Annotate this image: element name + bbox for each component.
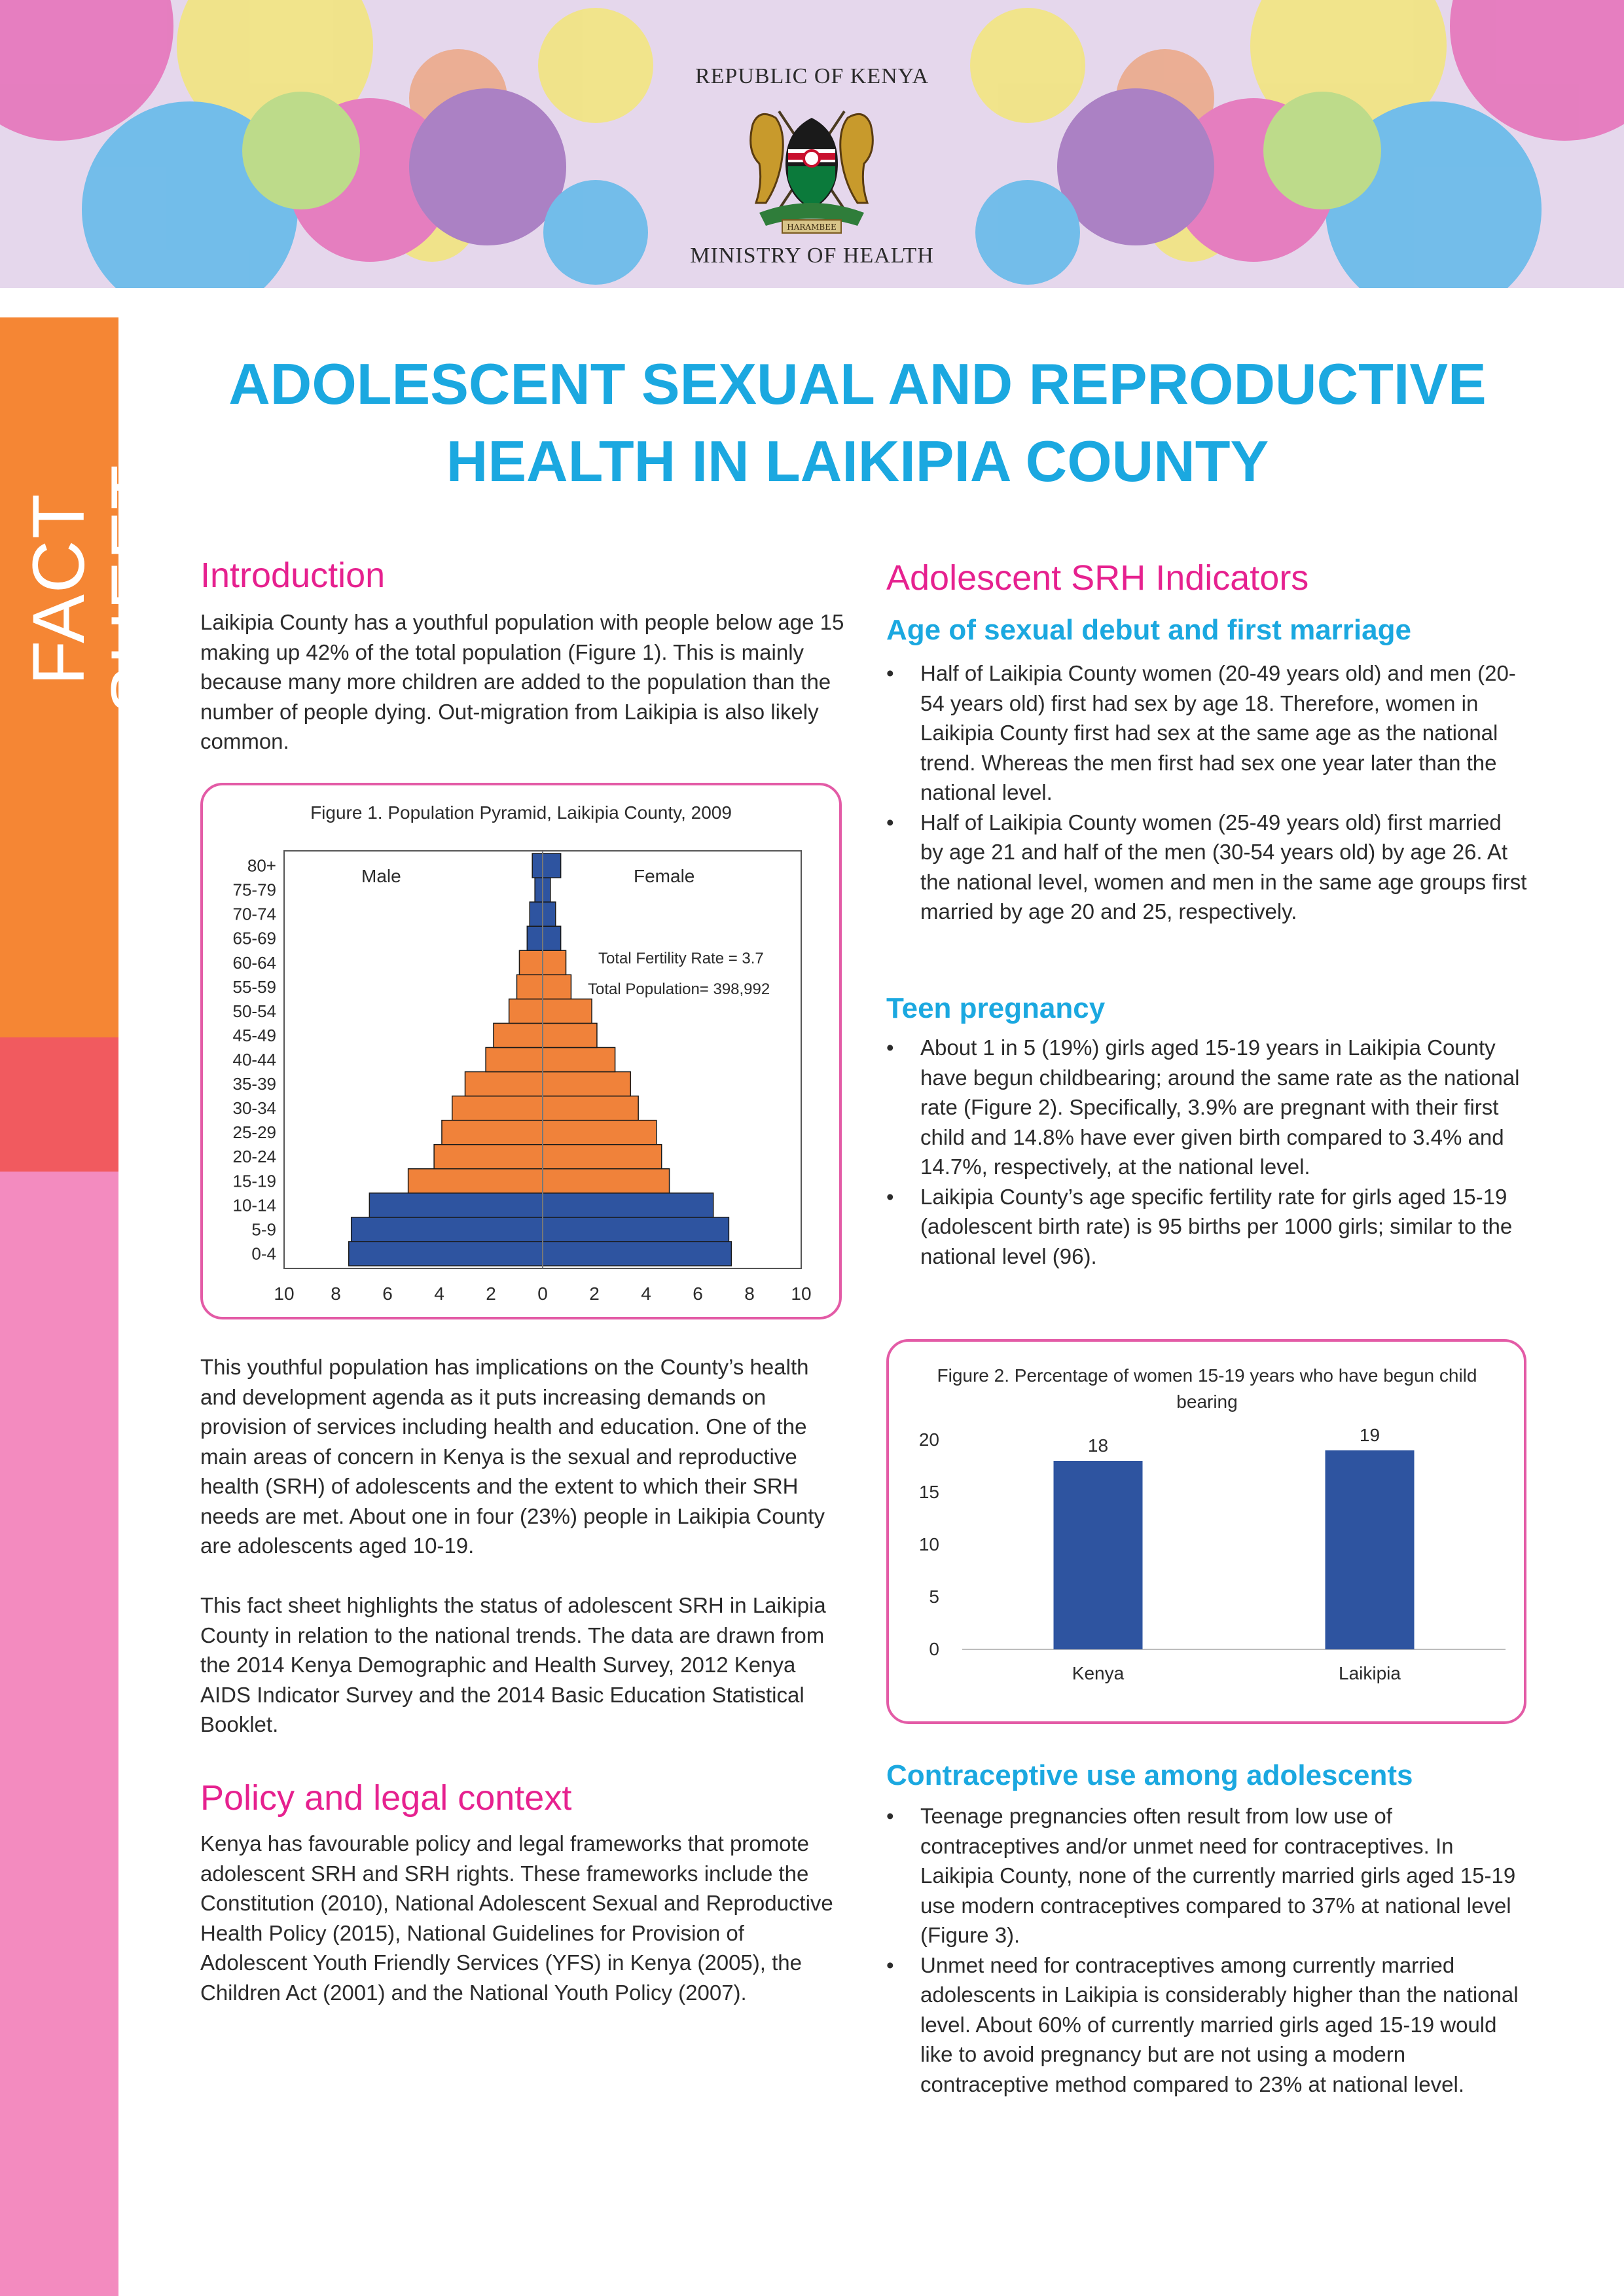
debut-bullet-1: • Half of Laikipia County women (20-49 years old) and men (20-54 years old) first had sex by age 18. Therefore, women in Laikipia County first had sex at the same age as the national trend. Whereas the men first had sex one year later than the national level. [886,658,1528,808]
pyramid-x-tick: 6 [382,1283,393,1304]
pyramid-age-label: 15-19 [232,1171,276,1191]
implications-paragraph-2: This fact sheet highlights the status of adolescent SRH in Laikipia County in relation to the national trends. The data are drawn from the 2014 Kenya Demographic and Health Survey, 2012 Kenya AIDS Indicator Survey and the 2014 Basic Education Statistical Booklet. [200,1593,826,1736]
ministry-label: MINISTRY OF HEALTH [690,243,934,268]
pyramid-age-label: 55-59 [232,977,276,997]
pyramid-bar-male [535,878,543,902]
pyramid-bar-male [452,1096,543,1121]
motto-text: HARAMBEE [787,223,837,232]
fact-sheet-label: FACT SHEET [18,463,178,715]
pyramid-x-tick: 4 [434,1283,444,1304]
pyramid-age-label: 30-34 [232,1098,276,1119]
pyramid-bar-female [543,1169,670,1193]
contraceptive-heading: Contraceptive use among adolescents [886,1759,1413,1791]
pyramid-bar-female [543,1242,731,1266]
pyramid-bar-female [543,1217,729,1242]
pyramid-bar-female [543,1145,662,1169]
population-pyramid-chart [216,838,831,1309]
title-line-2: HEALTH IN LAIKIPIA COUNTY [446,429,1269,493]
pyramid-bar-male [494,1023,543,1047]
pyramid-bar-female [543,1072,630,1096]
republic-label: REPUBLIC OF KENYA [695,64,929,88]
bar-chart-y-tick: 15 [918,1482,939,1502]
pyramid-age-label: 45-49 [232,1025,276,1045]
pyramid-age-label: 60-64 [232,952,276,973]
pyramid-x-tick: 2 [589,1283,600,1304]
pyramid-age-label: 5-9 [251,1219,276,1240]
teen-heading: Teen pregnancy [886,992,1106,1024]
pyramid-x-tick: 0 [537,1283,548,1304]
bar-chart-y-tick: 5 [929,1587,939,1607]
bar-chart-data-label: 19 [1359,1425,1380,1445]
bar-chart-category-label: Laikipia [1339,1663,1401,1683]
pyramid-bar-male [442,1121,543,1145]
pyramid-bar-female [543,1193,713,1217]
bar-chart-y-tick: 20 [918,1429,939,1450]
pyramid-age-label: 40-44 [232,1050,276,1069]
pyramid-bar-female [543,1047,615,1071]
pyramid-age-label: 80+ [247,855,276,876]
implications-paragraph-1: This youthful population has implications on the County’s health and development agenda as it puts increasing demands on provision of services including health and education. One of the main areas of concern in Kenya is the sexual and reproductive health (SRH) of adolescents and the extent to which their SRH needs are met. About one in four (23%) people in Laikipia County are adolescents aged 10-19. [200,1355,825,1558]
pyramid-age-label: 25-29 [232,1122,276,1143]
pyramid-bar-male [369,1193,543,1217]
pyramid-bar-male [408,1169,543,1193]
sidebar-red-band [0,1037,118,1172]
pyramid-bar-male [434,1145,543,1169]
figure-2-title: Figure 2. Percentage of women 15-19 years who have begun child bearing [937,1365,1477,1412]
page-title [196,346,1519,500]
debut-bullets [886,658,1528,927]
pyramid-bar-male [465,1072,543,1096]
pyramid-bar-female [543,1121,657,1145]
pyramid-bar-female [543,999,592,1023]
contraceptive-bullet-1: • Teenage pregnancies often result from low use of contraceptives and/or unmet need for contraceptives. In Laikipia County, none of the currently married girls aged 15-19 use modern contraceptives compared to 37% at national level (Figure 3). [886,1801,1528,1950]
indicators-heading: Adolescent SRH Indicators [886,558,1309,598]
pyramid-bar-male [349,1242,543,1266]
policy-heading: Policy and legal context [200,1778,572,1818]
pyramid-age-label: 10-14 [232,1195,276,1215]
pyramid-age-label: 35-39 [232,1074,276,1094]
pyramid-x-tick: 10 [791,1283,812,1304]
bar-chart-y-tick: 0 [929,1639,939,1659]
pyramid-bar-male [532,853,543,878]
pyramid-bar-female [543,926,561,950]
bar-chart-y-tick: 10 [918,1534,939,1554]
intro-heading: Introduction [200,556,386,595]
coat-of-arms-icon [733,98,890,237]
pyramid-bar-male [509,999,543,1023]
pyramid-bar-male [352,1217,543,1242]
pyramid-x-tick: 6 [693,1283,703,1304]
annotation-population: Total Population= 398,992 [588,980,770,998]
bar-chart-bar [1054,1461,1143,1649]
pyramid-age-label: 70-74 [232,904,276,924]
pyramid-age-label: 0-4 [251,1244,276,1264]
policy-text: Kenya has favourable policy and legal frameworks that promote adolescent SRH and SRH rights. These frameworks include the Constitution (2010), National Adolescent Sexual and Reproductive Health Policy (2015), National Guidelines for Provision of Adolescent Youth Friendly Services (YFS) in Kenya (2005), the Children Act (2001) and the National Youth Policy (2007). [200,1831,833,2005]
pyramid-age-label: 75-79 [232,880,276,900]
debut-bullet-2: • Half of Laikipia County women (25-49 years old) first married by age 21 and half of the men (30-54 years old) by age 26. At the national level, women and men in the same age groups first married by age 20 and 25, respectively. [886,808,1528,927]
pyramid-bar-female [543,975,571,999]
pyramid-bar-female [543,950,566,975]
pyramid-bar-female [543,1096,638,1121]
pyramid-age-label: 20-24 [232,1147,276,1167]
intro-text: Laikipia County has a youthful population with people below age 15 making up 42% of the total population (Figure 1). This is mainly because many more children are added to the population than the number of people dying. Out-migration from Laikipia is also likely common. [200,610,844,753]
pyramid-bar-female [543,878,550,902]
pyramid-bar-female [543,902,556,926]
pyramid-x-tick: 4 [641,1283,651,1304]
bar-chart-data-label: 18 [1087,1435,1109,1456]
teen-bullet-2: • Laikipia County’s age specific fertility rate for girls aged 15-19 (adolescent birth rate) is 95 births per 1000 girls; similar to the national level (96). [886,1182,1528,1272]
pyramid-age-label: 65-69 [232,928,276,948]
bar-chart-category-label: Kenya [1072,1663,1125,1683]
annotation-tfr: Total Fertility Rate = 3.7 [598,950,764,967]
figure-1-title: Figure 1. Population Pyramid, Laikipia County, 2009 [310,802,732,823]
pyramid-x-tick: 8 [331,1283,341,1304]
title-line-1: ADOLESCENT SEXUAL AND REPRODUCTIVE [228,351,1487,416]
debut-heading: Age of sexual debut and first marriage [886,614,1411,646]
pyramid-bar-male [530,902,543,926]
childbearing-bar-chart [897,1414,1519,1689]
contraceptive-bullets [886,1801,1528,2099]
contraceptive-bullet-2: • Unmet need for contraceptives among currently married adolescents in Laikipia is considerably higher than the national level. About 60% of currently married girls aged 15-19 would like to avoid pregnancy but are not using a modern contraceptive method compared to 23% at national level. [886,1950,1528,2100]
pyramid-x-tick: 2 [486,1283,496,1304]
pyramid-bar-female [543,853,561,878]
pyramid-bar-male [486,1047,543,1071]
bar-chart-bar [1326,1450,1415,1649]
sidebar-pink-band [0,1172,118,2296]
pyramid-bar-male [527,926,543,950]
pyramid-x-tick: 10 [274,1283,295,1304]
legend-male: Male [361,866,401,886]
teen-bullets [886,1033,1528,1271]
pyramid-bar-male [519,950,543,975]
legend-female: Female [634,866,695,886]
pyramid-x-tick: 8 [744,1283,755,1304]
pyramid-bar-female [543,1023,597,1047]
pyramid-bar-male [517,975,543,999]
pyramid-age-label: 50-54 [232,1001,276,1021]
teen-bullet-1: • About 1 in 5 (19%) girls aged 15-19 years in Laikipia County have begun childbearing; around the same rate as the national rate (Figure 2). Specifically, 3.9% are pregnant with their first child and 14.8% have ever given birth compared to 3.4% and 14.7%, respectively, at the national level. [886,1033,1528,1182]
